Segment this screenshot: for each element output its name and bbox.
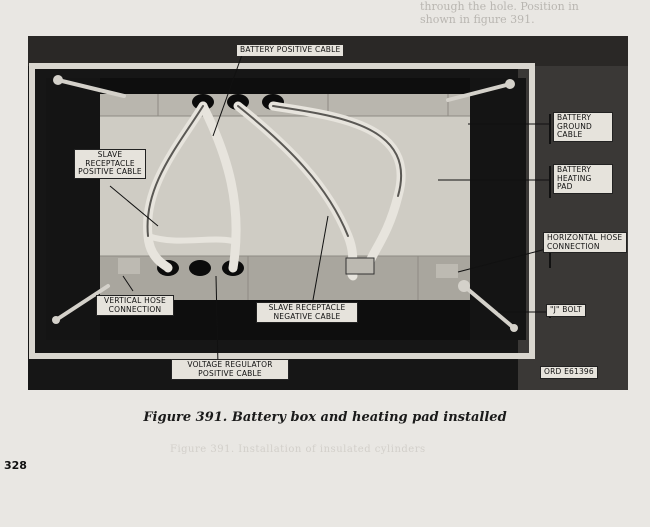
label-battery-positive-cable: BATTERY POSITIVE CABLE (237, 45, 343, 56)
label-voltage-regulator-positive-cable: VOLTAGE REGULATOR POSITIVE CABLE (171, 359, 289, 380)
battery-box-photo (28, 36, 628, 390)
bleed-through-line: shown in figure 391. (420, 13, 535, 26)
bleed-through-text (420, 0, 579, 26)
label-battery-ground-cable: BATTERY GROUND CABLE (553, 112, 613, 142)
figure-caption: Figure 391. Battery box and heating pad installed (143, 410, 507, 425)
label-slave-receptacle-positive-cable: SLAVE RECEPTACLE POSITIVE CABLE (74, 149, 146, 179)
figure-photograph (28, 36, 628, 390)
label-ord-number: ORD E61396 (540, 366, 598, 379)
bleed-through-line: through the hole. Position in (420, 0, 579, 13)
bleed-through-caption: Figure 391. Installation of insulated cylinders (170, 444, 426, 455)
label-j-bolt: "J" BOLT (546, 304, 586, 317)
label-horizontal-hose-connection: HORIZONTAL HOSE CONNECTION (543, 232, 627, 253)
label-vertical-hose-connection: VERTICAL HOSE CONNECTION (96, 295, 174, 316)
label-slave-receptacle-negative-cable: SLAVE RECEPTACLE NEGATIVE CABLE (256, 302, 358, 323)
label-battery-heating-pad: BATTERY HEATING PAD (553, 164, 613, 194)
page-number: 328 (4, 459, 27, 472)
